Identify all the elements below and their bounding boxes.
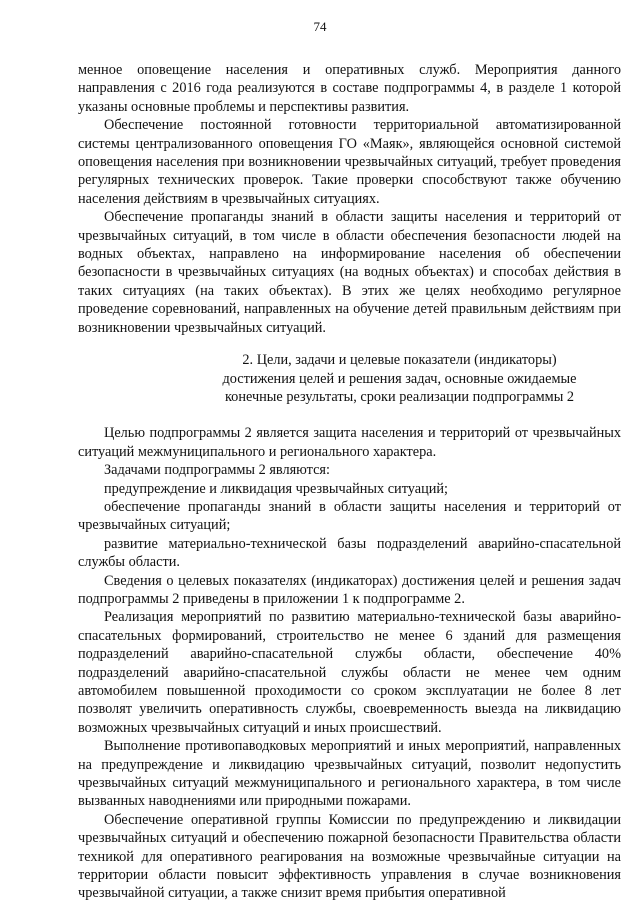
list-item: предупреждение и ликвидация чрезвычайных ситуаций; (104, 480, 448, 497)
paragraph: Реализация мероприятий по развитию материально-технической базы аварийно-спасательных формирований, строительство не менее 6 зданий для размещения подразделений аварийно-спасательной службы области, обеспечение 40% подразделений аварийно-спасательной службы области не менее чем одним автомобилем повышенной проходимости со сроком эксплуатации не более 8 лет позволят увеличить оперативность службы, своевременность выезда на ликвидацию возможных чрезвычайных ситуаций и иных происшествий. (78, 609, 621, 736)
paragraph: Обеспечение пропаганды знаний в области защиты населения и территорий от чрезвычайных ситуаций, в том числе в области обеспечения безопасности людей на водных объектах, направлено на информирование населения об обеспечении безопасности в чрезвычайных ситуациях (на водных объектах) и способах действия в таких ситуациях (на таких объектах). В этих же целях необходимо регулярное проведение соревнований, направленных на обучение детей правильным действиям при возникновении чрезвычайных ситуаций. (78, 209, 621, 336)
paragraph: Целью подпрограммы 2 является защита населения и территорий от чрезвычайных ситуаций межмуниципального и регионального характера. (78, 425, 621, 460)
section-heading (78, 351, 621, 406)
paragraph: менное оповещение населения и оперативных служб. Мероприятия данного направления с 2016 года реализуются в составе подпрограммы 4, в разделе 1 которой указаны основные проблемы и перспективы развития. (78, 62, 621, 115)
paragraph: Сведения о целевых показателях (индикаторах) достижения целей и решения задач подпрограммы 2 приведены в приложении 1 к подпрограмме 2. (78, 572, 621, 607)
section-heading-line: конечные результаты, сроки реализации подпрограммы 2 (224, 388, 575, 405)
section-heading-line: достижения целей и решения задач, основные ожидаемые (222, 370, 577, 387)
paragraph: Выполнение противопаводковых мероприятий и иных мероприятий, направленных на предупреждение и ликвидацию чрезвычайных ситуаций, позволит недопустить чрезвычайных ситуаций межмуниципального и регионального характера, в том числе вызванных наводнениями или природными пожарами. (78, 738, 621, 810)
document-body (78, 61, 621, 903)
section-heading-line: 2. Цели, задачи и целевые показатели (индикаторы) (242, 352, 557, 369)
paragraph: Обеспечение оперативной группы Комиссии по предупреждению и ликвидации чрезвычайных ситуаций и обеспечению пожарной безопасности Правительства области техникой для оперативного реагирования на возможные чрезвычайные ситуации на территории области повысит эффективность управления в случае возникновения чрезвычайной ситуации, а также снизит время прибытия оперативной (78, 811, 621, 902)
page-number: 74 (313, 19, 327, 34)
list-item: обеспечение пропаганды знаний в области защиты населения и территорий от чрезвычайных ситуаций; (78, 498, 621, 534)
paragraph: Задачами подпрограммы 2 являются: (104, 462, 330, 479)
paragraph: Обеспечение постоянной готовности территориальной автоматизированной системы централизованного оповещения ГО «Маяк», являющейся основной системой оповещения населения при возникновении чрезвычайных ситуаций, требует проведения регулярных технических проверок. Такие проверки способствуют также обучению населения действиям в чрезвычайных ситуациях. (78, 117, 621, 207)
list-item: развитие материально-технической базы подразделений аварийно-спасательной службы области. (78, 535, 621, 571)
